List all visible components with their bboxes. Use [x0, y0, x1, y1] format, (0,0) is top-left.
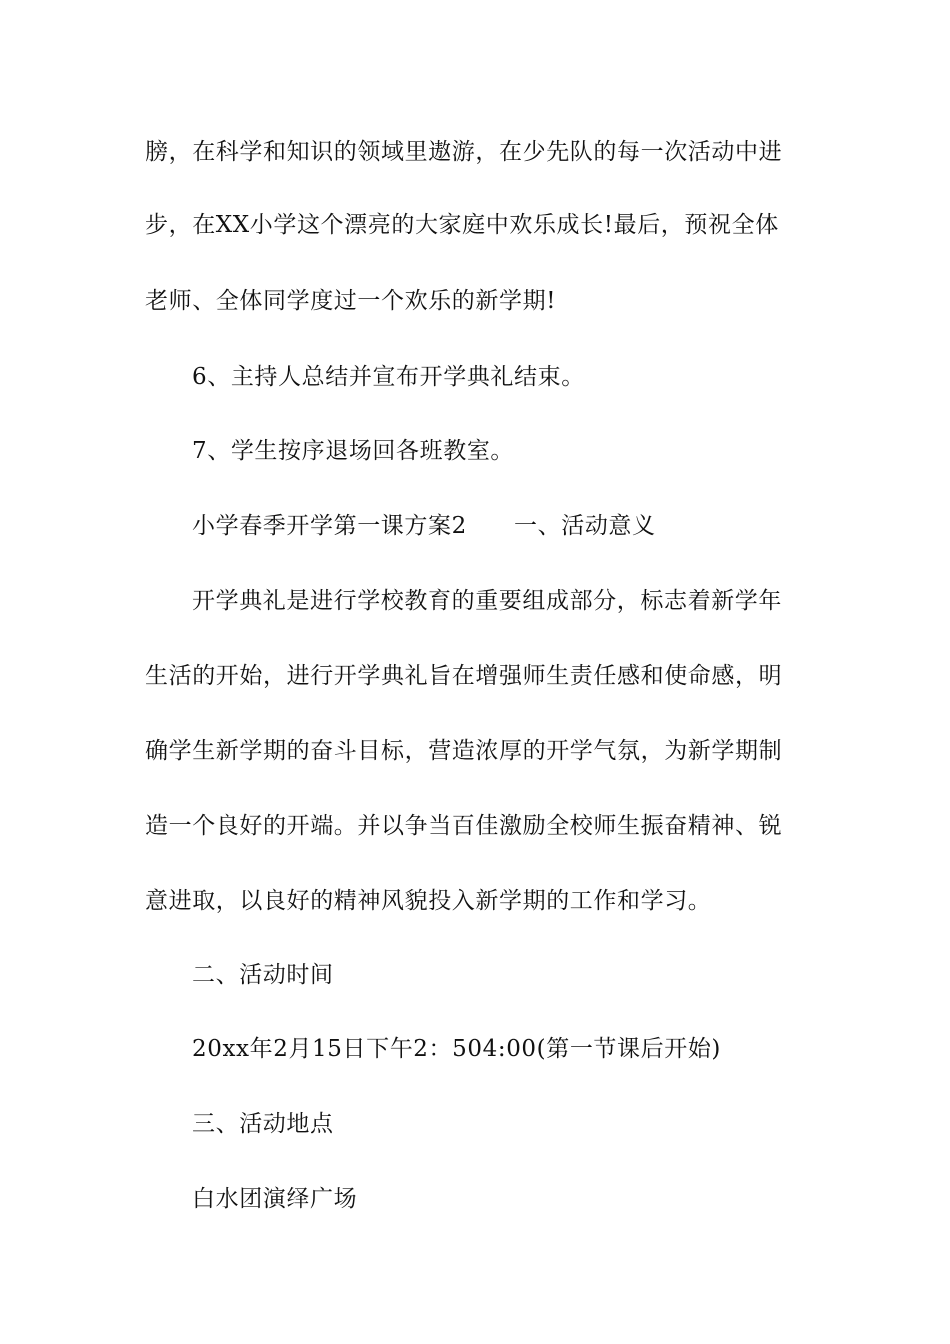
- paragraph-significance-line-2: 生活的开始，进行开学典礼旨在增强师生责任感和使命感，明: [145, 663, 783, 689]
- paragraph-significance-line-1: 开学典礼是进行学校教育的重要组成部分，标志着新学年: [192, 588, 782, 614]
- list-item-7: 7、学生按序退场回各班教室。: [192, 438, 515, 464]
- paragraph-line-3: 老师、全体同学度过一个欢乐的新学期!: [145, 288, 557, 314]
- paragraph-significance-line-4: 造一个良好的开端。并以争当百佳激励全校师生振奋精神、锐: [145, 813, 783, 839]
- paragraph-significance-line-5: 意进取，以良好的精神风貌投入新学期的工作和学习。: [145, 888, 712, 914]
- activity-time-value: 20xx年2月15日下午2：504:00(第一节课后开始): [192, 1036, 722, 1062]
- heading-activity-time: 二、活动时间: [192, 962, 334, 988]
- activity-location-value: 白水团演绎广场: [192, 1186, 358, 1212]
- paragraph-significance-line-3: 确学生新学期的奋斗目标，营造浓厚的开学气氛，为新学期制: [145, 738, 783, 764]
- paragraph-line-2: 步，在XX小学这个漂亮的大家庭中欢乐成长!最后，预祝全体: [145, 212, 779, 238]
- paragraph-line-1: 膀，在科学和知识的领域里遨游，在少先队的每一次活动中进: [145, 139, 783, 165]
- list-item-6: 6、主持人总结并宣布开学典礼结束。: [192, 364, 585, 390]
- heading-activity-location: 三、活动地点: [192, 1111, 334, 1137]
- section-title-plan-2: 小学春季开学第一课方案2 一、活动意义: [192, 513, 656, 539]
